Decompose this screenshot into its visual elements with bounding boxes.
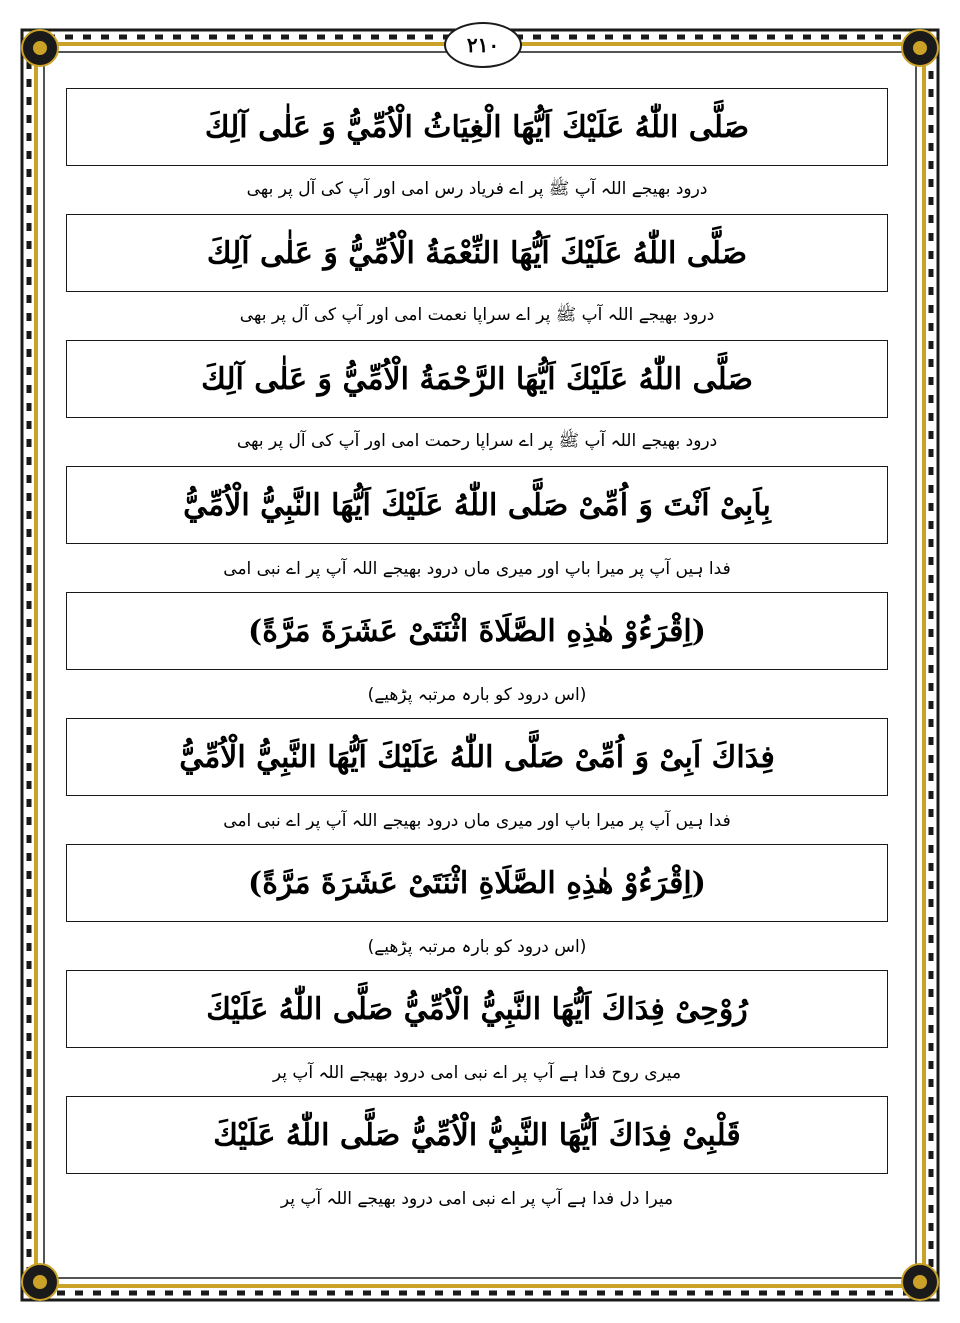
durood-list [66,88,888,1222]
arabic-text-box: قَلْبِىْ فِدَاكَ اَيُّهَا النَّبِيُّ الْاُمِّيُّ صَلَّى اللّٰهُ عَلَيْكَ [66,1096,888,1174]
urdu-translation: درود بھیجے اللہ آپ ﷺ پر اے فریاد رس امی اور آپ کی آل پر بھی [246,178,708,199]
arabic-text-box: صَلَّى اللّٰهُ عَلَيْكَ اَيُّهَا الْغِيَاثُ الْاُمِّيُّ وَ عَلٰى آلِكَ [66,88,888,166]
urdu-translation: (اس درود کو بارہ مرتبہ پڑھیے) [367,936,587,957]
durood-entry [66,340,888,466]
durood-entry [66,718,888,844]
durood-entry [66,970,888,1096]
urdu-translation: فدا ہیں آپ پر میرا باپ اور میری ماں درود بھیجے اللہ آپ پر اے نبی امی [223,810,731,831]
durood-entry [66,592,888,718]
durood-entry [66,1096,888,1222]
arabic-text-box: صَلَّى اللّٰهُ عَلَيْكَ اَيُّهَا الرَّحْمَةُ الْاُمِّيُّ وَ عَلٰى آلِكَ [66,340,888,418]
durood-entry [66,466,888,592]
urdu-translation: فدا ہیں آپ پر میرا باپ اور میری ماں درود بھیجے اللہ آپ پر اے نبی امی [223,558,731,579]
durood-entry [66,844,888,970]
durood-entry [66,88,888,214]
arabic-text-box: (اِقْرَءُوْ هٰذِهِ الصَّلَاةَ اثْنَتَىْ عَشَرَةَ مَرَّةً) [66,592,888,670]
arabic-text-box: بِاَبِىْ اَنْتَ وَ اُمِّىْ صَلَّى اللّٰهُ عَلَيْكَ اَيُّهَا النَّبِيُّ الْاُمِّيُّ [66,466,888,544]
arabic-text-box: (اِقْرَءُوْ هٰذِهِ الصَّلَاةِ اثْنَتَىْ عَشَرَةَ مَرَّةً) [66,844,888,922]
urdu-translation: میرا دل فدا ہے آپ پر اے نبی امی درود بھیجے اللہ آپ پر [280,1188,674,1209]
urdu-translation: میری روح فدا ہے آپ پر اے نبی امی درود بھیجے اللہ آپ پر [272,1062,682,1083]
urdu-translation: (اس درود کو بارہ مرتبہ پڑھیے) [367,684,587,705]
urdu-translation: درود بھیجے اللہ آپ ﷺ پر اے سراپا نعمت امی اور آپ کی آل پر بھی [239,304,715,325]
arabic-text-box: صَلَّى اللّٰهُ عَلَيْكَ اَيُّهَا النِّعْمَةُ الْاُمِّيُّ وَ عَلٰى آلِكَ [66,214,888,292]
arabic-text-box: فِدَاكَ اَبِىْ وَ اُمِّىْ صَلَّى اللّٰهُ عَلَيْكَ اَيُّهَا النَّبِيُّ الْاُمِّيُّ [66,718,888,796]
urdu-translation: درود بھیجے اللہ آپ ﷺ پر اے سراپا رحمت امی اور آپ کی آل پر بھی [236,430,718,451]
arabic-text-box: رُوْحِىْ فِدَاكَ اَيُّهَا النَّبِيُّ الْاُمِّيُّ صَلَّى اللّٰهُ عَلَيْكَ [66,970,888,1048]
page-number: ۲۱۰ [444,22,522,68]
durood-entry [66,214,888,340]
